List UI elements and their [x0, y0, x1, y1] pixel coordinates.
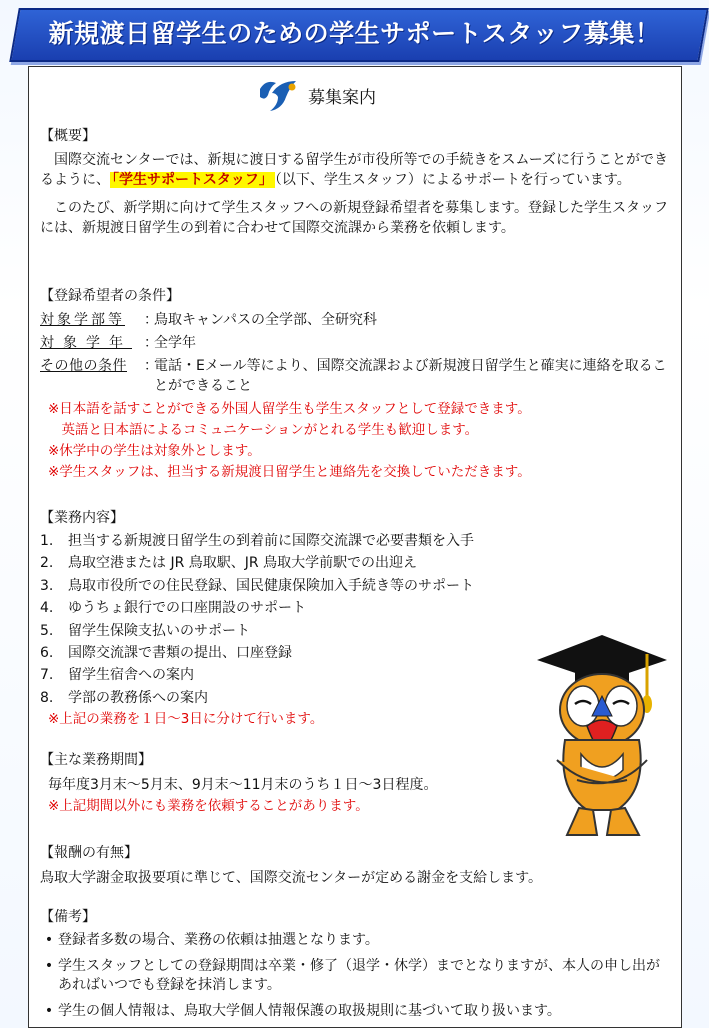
condition-row: 対象学部等 ： 鳥取キャンパスの全学部、全研究科	[40, 310, 674, 330]
tasks-title: 【業務内容】	[40, 510, 124, 526]
condition-label: 対象学部等	[40, 312, 125, 328]
university-logo-icon	[256, 75, 302, 115]
page-title: 新規渡日留学生のための学生サポートスタッフ募集！	[48, 19, 661, 48]
condition-note: ※休学中の学生は対象外とします。	[48, 443, 261, 459]
condition-label: その他の条件	[40, 358, 127, 374]
tasks-note: ※上記の業務を１日～3日に分けて行います。	[48, 711, 324, 728]
period-section	[40, 750, 437, 817]
overview-text-after: （以下、学生スタッフ）によるサポートを行っています。	[274, 172, 631, 188]
reward-section	[40, 843, 542, 889]
task-item: 3. 鳥取市役所での住民登録、国民健康保険加入手続き等のサポート	[40, 577, 474, 594]
overview-text: 国際交流センターでは、新規に渡日する留学生が市役所等での手続きをスムーズに行うことができるように、	[40, 152, 669, 188]
condition-note: ※日本語を話すことができる外国人留学生も学生スタッフとして登録できます。	[48, 401, 531, 417]
condition-label: 対象学年	[40, 335, 132, 351]
condition-value: 全学年	[154, 335, 196, 351]
overview-paragraph-1	[40, 150, 680, 190]
condition-note: ※学生スタッフは、担当する新規渡日留学生と連絡先を交換していただきます。	[48, 464, 531, 480]
reward-text: 鳥取大学謝金取扱要項に準じて、国際交流センターが定める謝金を支給します。	[40, 870, 543, 886]
reward-title: 【報酬の有無】	[40, 845, 138, 861]
task-item: 8. 学部の教務係への案内	[40, 689, 208, 706]
conditions-section	[40, 286, 674, 483]
condition-value: 電話・Eメール等により、国際交流課および新規渡日留学生と確実に連絡を取ることができること	[154, 358, 667, 394]
task-item: 7. 留学生宿舎への案内	[40, 667, 194, 684]
period-note: ※上記期間以外にも業務を依頼することがあります。	[48, 798, 369, 814]
overview-title: 【概要】	[40, 128, 96, 144]
condition-row: その他の条件 ： 電話・Eメール等により、国際交流課および新規渡日留学生と確実に連絡を取ることができること	[40, 356, 674, 396]
highlight-support-staff: 「学生サポートスタッフ」	[112, 172, 273, 188]
remark-item: • 学生の個人情報は、鳥取大学個人情報保護の取扱規則に基づいて取り扱います。	[44, 1003, 561, 1019]
conditions-title: 【登録希望者の条件】	[40, 288, 180, 304]
period-title: 【主な業務期間】	[40, 752, 152, 768]
remarks-title: 【備考】	[40, 909, 96, 925]
task-item: 5. 留学生保険支払いのサポート	[40, 622, 250, 639]
condition-value: 鳥取キャンパスの全学部、全研究科	[154, 312, 378, 328]
remark-item: • 学生スタッフとしての登録期間は卒業・修了（退学・休学）までとなりますが、本人の申し出があればいつでも登録を抹消します。	[44, 958, 660, 993]
mascot-bird-graduate-illustration	[527, 630, 677, 845]
task-item: 2. 鳥取空港または JR 鳥取駅、JR 鳥取大学前駅での出迎え	[40, 555, 418, 572]
condition-row: 対象学年 ： 全学年	[40, 333, 674, 353]
heading-text: 募集案内	[308, 87, 376, 108]
remarks-section	[40, 907, 668, 1028]
tasks-section	[40, 508, 474, 730]
condition-note: 英語と日本語によるコミュニケーションがとれる学生も歓迎します。	[48, 422, 479, 438]
remark-item: • 登録者多数の場合、業務の依頼は抽選となります。	[44, 932, 379, 948]
section-heading	[256, 72, 376, 118]
overview-paragraph-2: このたび、新学期に向けて学生スタッフへの新規登録希望者を募集します。登録した学生スタッフには、新規渡日留学生の到着に合わせて国際交流課から業務を依頼します。	[40, 200, 669, 236]
task-item: 1. 担当する新規渡日留学生の到着前に国際交流課で必要書類を入手	[40, 533, 474, 549]
task-item: 6. 国際交流課で書類の提出、口座登録	[40, 645, 292, 662]
task-item: 4. ゆうちょ銀行での口座開設のサポート	[40, 600, 306, 617]
period-text: 毎年度3月末～5月末、9月末～11月末のうち１日～3日程度。	[48, 777, 438, 793]
condition-notes	[48, 399, 674, 483]
overview-section	[40, 126, 680, 238]
